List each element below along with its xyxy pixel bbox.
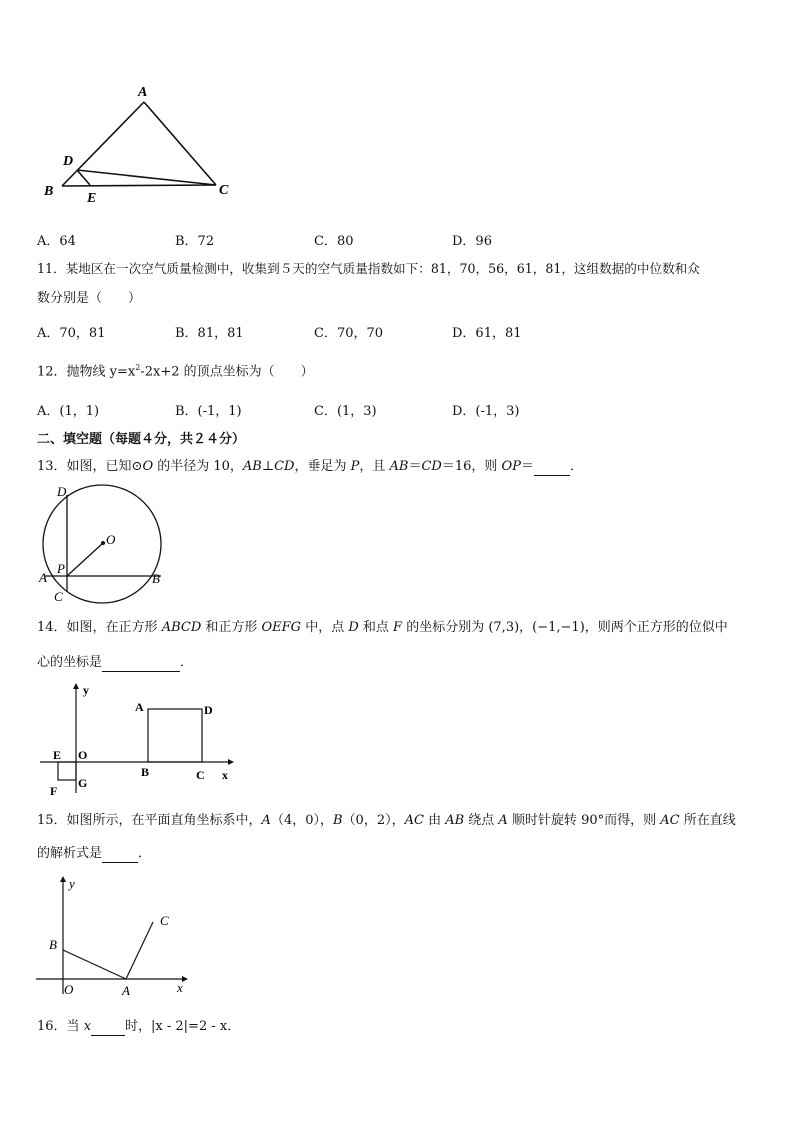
q13-ab: AB (389, 459, 409, 474)
q14-answer-blank[interactable] (102, 659, 180, 672)
q15-answer-blank[interactable] (102, 850, 138, 863)
q15-stem-line1 (37, 812, 736, 830)
q14-coordinate-figure (38, 683, 238, 798)
q13-label-a: A (39, 570, 47, 585)
q13-label-d: D (57, 484, 67, 499)
q14-text: ． (180, 655, 194, 670)
q13-label-p: P (57, 561, 65, 576)
q13-circle-figure (34, 478, 174, 608)
q14-stem-line2 (37, 654, 193, 672)
q10-label-a: A (138, 85, 148, 100)
q14-text: 心的坐标是 (37, 655, 103, 670)
q15-text: 的解析式是 (37, 846, 103, 861)
q14-label-o: O (78, 748, 88, 762)
q10-option-c: C．80 (314, 234, 354, 249)
q13-text: ，且 (359, 459, 390, 474)
q15-text: 所在直线 (679, 813, 736, 828)
q12-superscript: 2 (135, 363, 141, 372)
q16-answer-blank[interactable] (91, 1023, 125, 1036)
q13-text: ＝ (408, 459, 422, 474)
q15-label-c: C (160, 913, 169, 928)
q10-label-b: B (44, 184, 54, 199)
q13-text: ． (569, 459, 583, 474)
q13-text: 的半径为 10， (153, 459, 243, 474)
section-fill-in-heading: 二、填空题（每题４分，共２４分） (37, 432, 246, 447)
q13-cd: CD (274, 459, 295, 474)
q11-stem-line1: 11．某地区在一次空气质量检测中，收集到５天的空气质量指数如下：81，70，56，61，81，这组数据的中位数和众 (37, 261, 700, 276)
q13-stem (37, 458, 583, 476)
q10-triangle-figure (40, 78, 240, 210)
q16-text: 时，|x - 2|=2 - x． (125, 1019, 241, 1034)
q15-text: 15．如图所示，在平面直角坐标系中， (37, 813, 262, 828)
q12-option-d: D．(-1，3) (452, 404, 520, 419)
q14-text: 14．如图，在正方形 (37, 620, 162, 635)
q14-label-b: B (141, 765, 150, 779)
q13-text: ＝ (520, 459, 534, 474)
q13-ab: AB (242, 459, 262, 474)
q12-text-post: -2x+2 的顶点坐标为（ ） (140, 364, 314, 380)
q11-option-a: A．70，81 (37, 326, 106, 341)
q13-text: ＝16，则 (441, 459, 502, 474)
q14-label-g: G (78, 776, 88, 790)
q15-a: A (498, 813, 508, 828)
q15-label-y: y (69, 876, 75, 891)
q13-text: 13．如图，已知⊙ (37, 459, 143, 474)
q14-text: 中，点 (301, 620, 349, 635)
q14-label-x: x (222, 768, 228, 782)
q15-text: 绕点 (464, 813, 499, 828)
q15-text: （4，0）， (270, 813, 333, 828)
q15-b: B (332, 813, 343, 828)
q15-label-x: x (177, 980, 183, 995)
q14-label-d: D (204, 703, 213, 717)
q14-label-a: A (135, 700, 144, 714)
q13-text: ，垂足为 (294, 459, 351, 474)
q16-x: x (83, 1019, 92, 1034)
q15-text: 顺时针旋转 90°而得，则 (507, 813, 661, 828)
q15-coordinate-figure (36, 874, 196, 999)
q15-label-b: B (49, 937, 57, 952)
q15-label-o: O (64, 982, 74, 997)
q12-option-b: B．(-1，1) (175, 404, 242, 419)
q14-d: D (348, 620, 359, 635)
q13-op: OP (501, 459, 521, 474)
q11-stem-line2: 数分别是（ ） (37, 291, 142, 306)
q11-option-d: D．61，81 (452, 326, 522, 341)
q13-label-o: O (106, 532, 116, 547)
q10-option-b: B．72 (175, 234, 215, 249)
q13-label-b: B (152, 571, 160, 586)
q15-ac: AC (660, 813, 680, 828)
q10-label-c: C (219, 183, 229, 198)
q15-label-a: A (122, 983, 130, 998)
q16-stem (37, 1018, 240, 1036)
q10-label-d: D (63, 154, 74, 169)
q15-a: A (261, 813, 271, 828)
q14-f: F (393, 620, 403, 635)
q13-o: O (142, 459, 154, 474)
q11-option-b: B．81，81 (175, 326, 244, 341)
q14-text: 和正方形 (201, 620, 262, 635)
q15-text: ． (138, 846, 152, 861)
q14-label-e: E (53, 748, 62, 762)
q15-ac: AC (404, 813, 424, 828)
q14-abcd: ABCD (161, 620, 202, 635)
q15-ab: AB (445, 813, 465, 828)
q14-oefg: OEFG (261, 620, 302, 635)
q12-option-a: A．(1，1) (37, 404, 100, 419)
q13-answer-blank[interactable] (534, 463, 570, 476)
q14-label-f: F (50, 784, 58, 798)
q12-option-c: C．(1，3) (314, 404, 377, 419)
q14-text: 的坐标分别为 (7,3)，(−1,−1)，则两个正方形的位似中 (402, 620, 728, 635)
q11-option-c: C．70，70 (314, 326, 384, 341)
q12-text-pre: 12．抛物线 y=x (37, 364, 136, 380)
q14-text: 和点 (358, 620, 394, 635)
q16-text: 16．当 (37, 1019, 84, 1034)
q12-stem (37, 359, 314, 381)
q13-text: ⊥ (261, 459, 275, 474)
q14-label-y: y (83, 683, 89, 697)
q15-text: 由 (423, 813, 446, 828)
q15-text: （0，2）， (342, 813, 405, 828)
q14-stem-line1 (37, 619, 728, 637)
q10-option-d: D．96 (452, 234, 492, 249)
q10-option-a: A．64 (37, 234, 76, 249)
q15-stem-line2 (37, 845, 151, 863)
q10-label-e: E (87, 191, 97, 206)
q13-cd: CD (421, 459, 442, 474)
q13-label-c: C (54, 589, 63, 604)
q13-p: P (350, 459, 360, 474)
q14-label-c: C (196, 768, 205, 782)
